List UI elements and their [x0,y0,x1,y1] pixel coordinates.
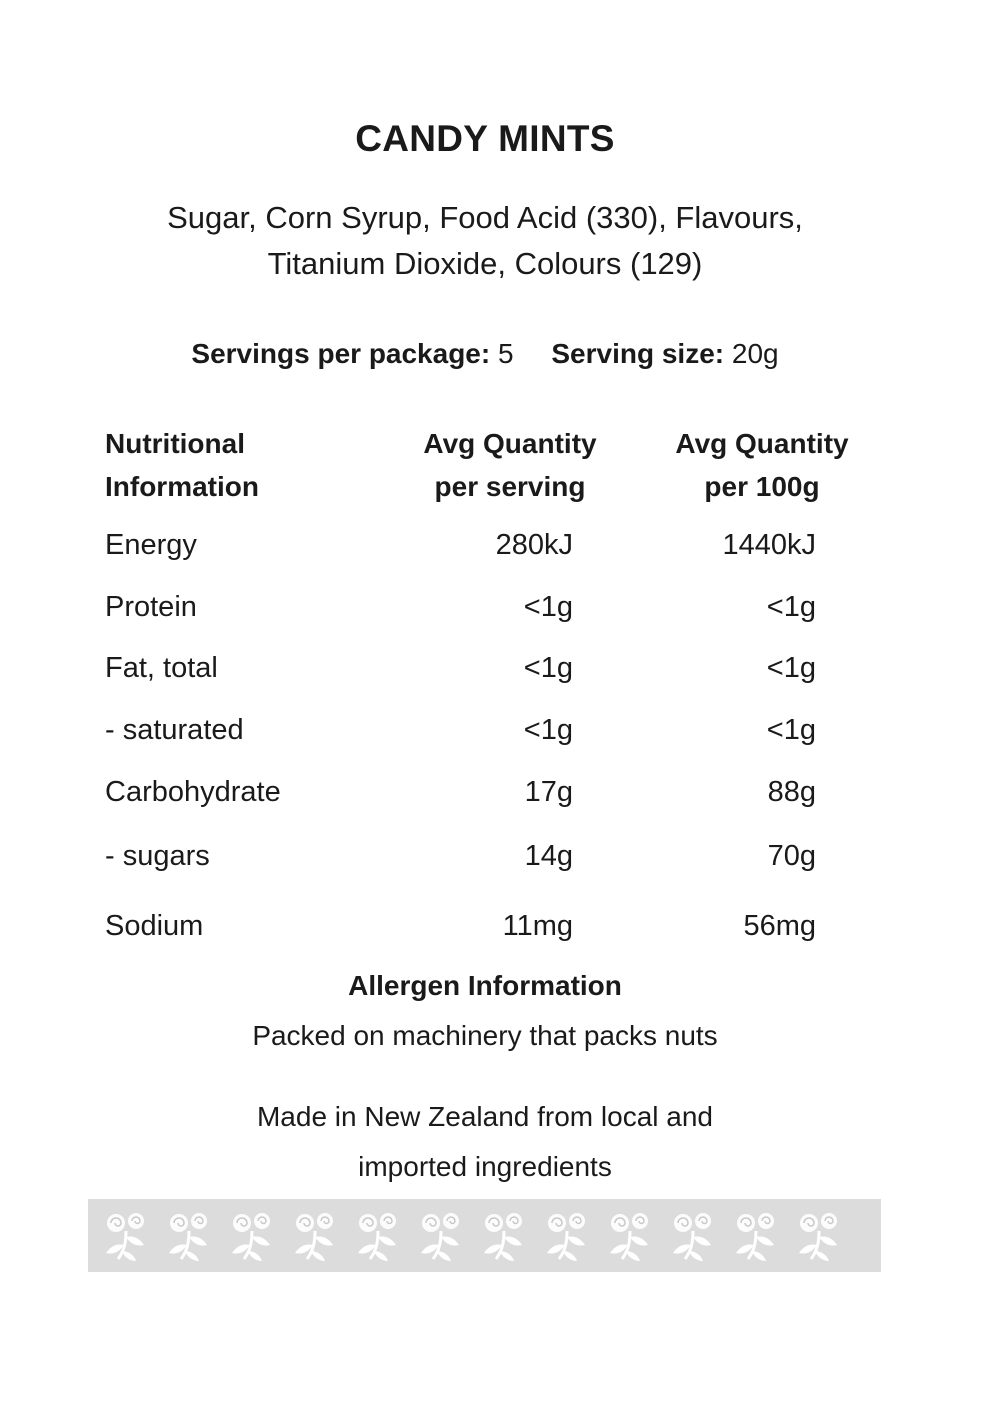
serving-size-value: 20g [731,338,779,369]
nutrient-per-100g: <1g [766,652,816,684]
nutrient-per-100g: <1g [766,714,816,746]
rose-flower-icon [169,1213,207,1261]
rose-flower-icon [484,1213,522,1261]
nutrient-per-serving: <1g [523,714,573,746]
nutrition-header-label-line-1: Nutritional [105,428,245,459]
nutrition-header-per-100g-line-1: Avg Quantity [675,428,849,459]
nutrient-label: Sodium [105,910,204,942]
nutrient-label: Carbohydrate [105,776,281,808]
rose-flower-icon [421,1213,459,1261]
origin-line-2: imported ingredients [358,1151,612,1182]
nutrition-row-energy [0,525,1000,565]
nutrition-header-per-serving-line-2: per serving [434,471,586,502]
servings-per-package-label: Servings per package: [191,338,491,369]
nutrition-row-sugars [0,836,1000,876]
allergen-text: Packed on machinery that packs nuts [252,1020,718,1051]
ingredients-line-2: Titanium Dioxide, Colours (129) [267,246,703,281]
servings-per-package-value: 5 [498,338,514,369]
nutrition-header-per-serving [380,422,640,508]
ingredients-line-1: Sugar, Corn Syrup, Food Acid (330), Flavours, [167,200,803,235]
rose-flower-icon [610,1213,648,1261]
nutrition-header-label-line-2: Information [105,471,259,502]
rose-flower-icon [358,1213,396,1261]
flower-pattern [88,1199,881,1272]
allergen-title: Allergen Information [348,970,622,1001]
nutrient-label: Fat, total [105,652,218,684]
nutrition-row-protein [0,587,1000,627]
nutrition-header-per-100g-line-2: per 100g [704,471,820,502]
nutrition-header-label [105,422,365,508]
nutrient-per-serving: 14g [524,840,573,872]
nutrition-header-per-100g [632,422,892,508]
ingredients-list [0,195,970,287]
nutrient-per-100g: 88g [767,776,816,808]
nutrition-row-saturated [0,710,1000,750]
nutrition-header-per-serving-line-1: Avg Quantity [423,428,597,459]
nutrient-per-serving: 11mg [502,910,573,942]
rose-flower-icon [547,1213,585,1261]
nutrition-row-sodium [0,906,1000,946]
servings-info [0,338,970,370]
rose-flower-icon [232,1213,270,1261]
nutrient-label: Energy [105,529,197,561]
nutrition-row-fat-total [0,648,1000,688]
nutrient-per-serving: <1g [523,652,573,684]
nutrient-per-100g: <1g [766,591,816,623]
decorative-flower-band [88,1199,881,1272]
origin-statement [0,1092,970,1192]
nutrient-per-serving: <1g [523,591,573,623]
rose-flower-icon [295,1213,333,1261]
nutrient-per-100g: 70g [767,840,816,872]
nutrition-row-carbohydrate [0,772,1000,812]
nutrient-per-100g: 56mg [743,910,816,942]
rose-flower-icon [673,1213,711,1261]
nutrient-label: - sugars [105,840,210,872]
nutrient-per-serving: 280kJ [495,529,573,561]
rose-flower-icon [799,1213,837,1261]
nutrient-label: Protein [105,591,197,623]
rose-flower-icon [736,1213,774,1261]
serving-size-label: Serving size: [551,338,725,369]
product-title: CANDY MINTS [355,118,615,159]
origin-line-1: Made in New Zealand from local and [256,1101,713,1132]
nutrient-label: - saturated [105,714,244,746]
rose-flower-icon [106,1213,144,1261]
nutrient-per-100g: 1440kJ [722,529,816,561]
nutrient-per-serving: 17g [524,776,573,808]
